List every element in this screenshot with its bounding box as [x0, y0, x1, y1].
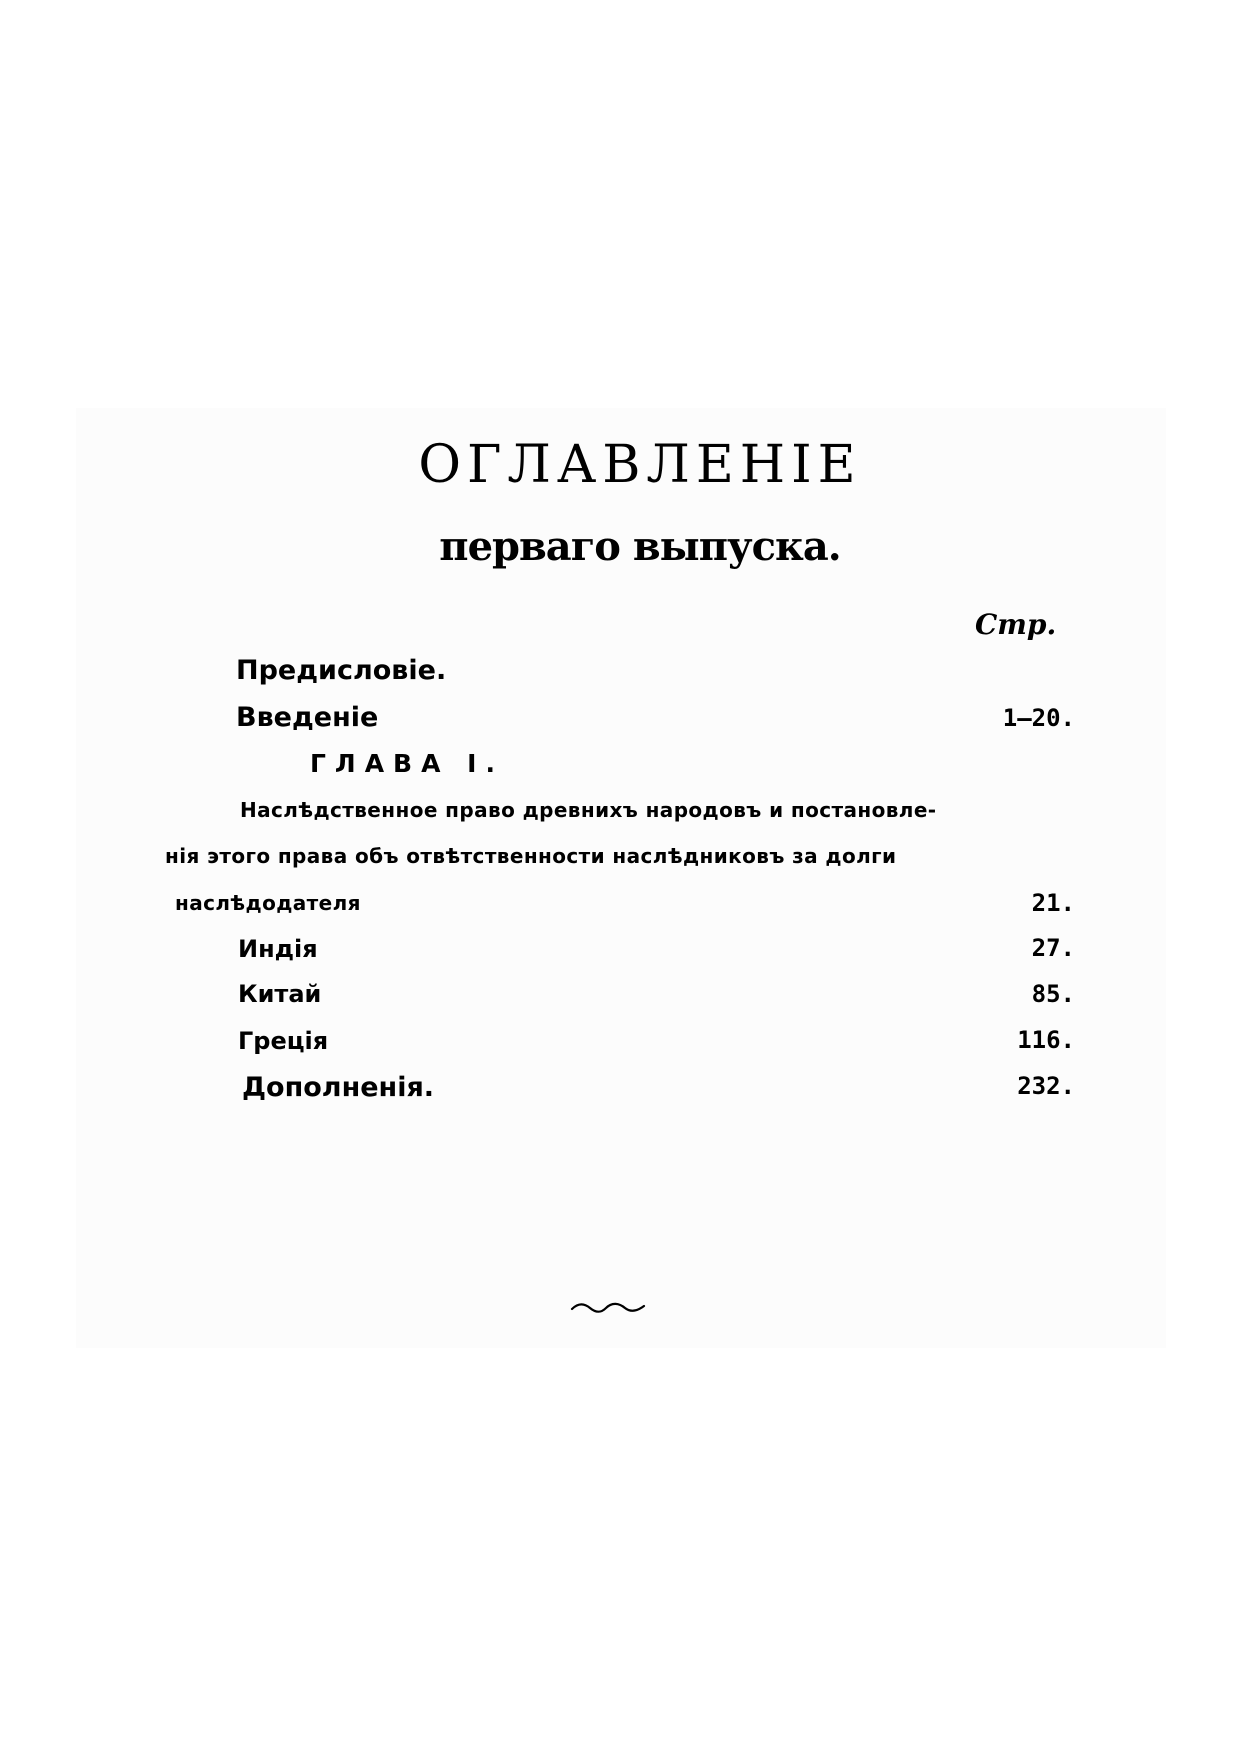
toc-page-greece: 116. — [1017, 1026, 1075, 1054]
toc-chapter-description-line-3: наслѣдодателя — [175, 891, 361, 915]
toc-entry-greece: Греція — [238, 1027, 329, 1055]
toc-entry-introduction: Введеніе — [236, 702, 379, 733]
page-column-label: Стр. — [975, 608, 1057, 641]
page-title: ОГЛАВЛЕНІЕ — [418, 435, 862, 495]
wavy-ornament-icon — [570, 1298, 646, 1316]
toc-page-introduction: 1—20. — [1002, 704, 1075, 732]
toc-page-addenda: 232. — [1017, 1072, 1075, 1100]
toc-entry-china: Китай — [238, 980, 322, 1008]
toc-page-chapter: 21. — [1031, 889, 1075, 917]
toc-chapter-description-line-1: Наслѣдственное право древнихъ народовъ и постановле- — [240, 798, 937, 822]
page-subtitle: перваго выпуска. — [439, 523, 841, 570]
toc-chapter-description-line-2: нія этого права объ отвѣтственности наслѣдниковъ за долги — [165, 844, 897, 868]
toc-chapter-heading: ГЛАВА I. — [310, 749, 504, 778]
toc-entry-addenda: Дополненія. — [242, 1072, 435, 1103]
toc-page-china: 85. — [1031, 980, 1075, 1008]
toc-entry-india: Индія — [238, 935, 318, 963]
toc-entry-preface: Предисловіе. — [236, 655, 447, 686]
toc-page-india: 27. — [1031, 934, 1075, 962]
